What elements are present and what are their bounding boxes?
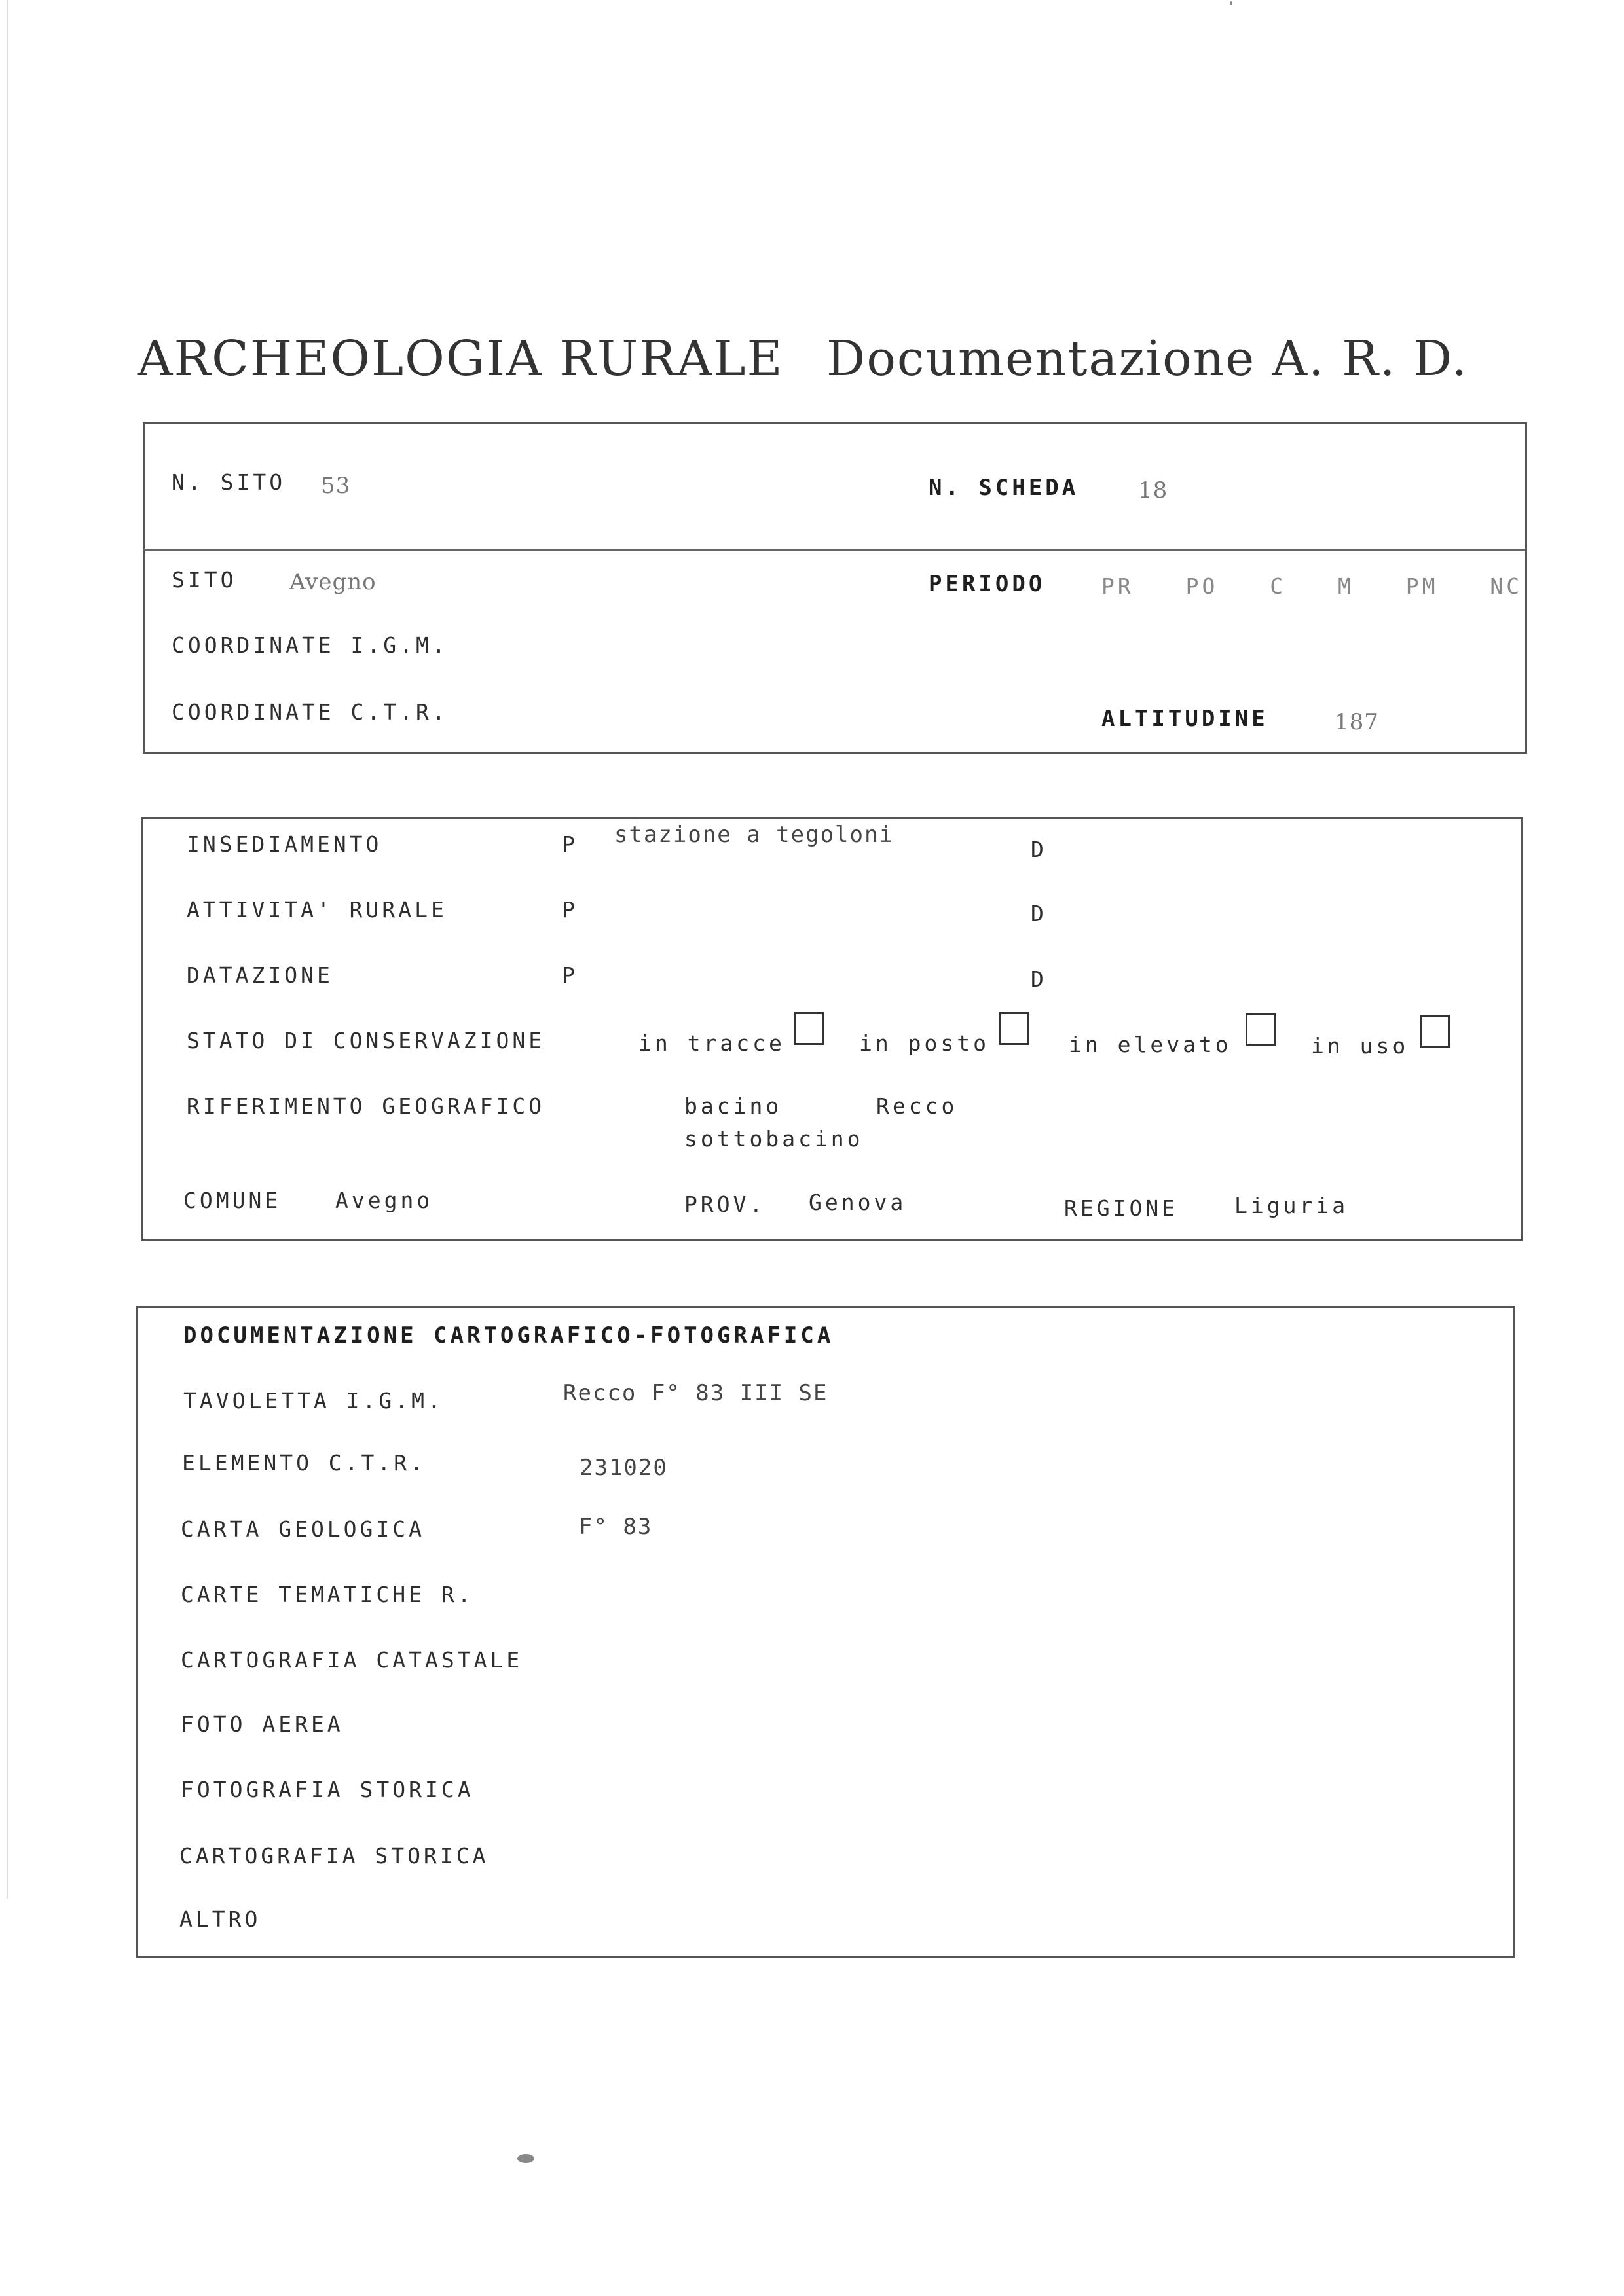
coordinate-igm-label: COORDINATE I.G.M. [172,632,449,658]
comune-label: COMUNE [183,1188,282,1213]
n-sito-value: 53 [321,473,351,499]
sottobacino-label: sottobacino [684,1126,864,1152]
title-archeologia-rurale: ARCHEOLOGIA RURALE [138,331,784,387]
datazione-p: P [562,962,578,988]
scan-speck [517,2154,534,2163]
datazione-d: D [1031,966,1047,992]
sito-label: SITO [172,567,237,592]
stato-in-posto-label: in posto [859,1030,989,1056]
carta-geologica-value: F° 83 [579,1514,653,1540]
altitudine-value: 187 [1335,709,1379,735]
insediamento-d: D [1031,837,1047,862]
prov-label: PROV. [684,1192,766,1217]
scan-speck [1230,1,1232,5]
periodo-option-po[interactable]: PO [1185,574,1219,599]
altitudine-label: ALTITUDINE [1101,706,1268,732]
coordinate-ctr-label: COORDINATE C.T.R. [172,699,449,725]
bacino-label: bacino [684,1093,783,1119]
tavoletta-igm-label: TAVOLETTA I.G.M. [183,1388,444,1413]
insediamento-label: INSEDIAMENTO [187,831,382,857]
sito-value: Avegno [289,569,377,595]
altro-label: ALTRO [179,1906,261,1932]
insediamento-p: P [562,831,578,857]
comune-value: Avegno [335,1188,434,1213]
stato-conservazione-label: STATO DI CONSERVAZIONE [187,1028,545,1053]
periodo-option-pm[interactable]: PM [1405,574,1439,599]
bacino-value: Recco [876,1093,958,1119]
periodo-label: PERIODO [929,571,1046,597]
carta-geologica-label: CARTA GEOLOGICA [181,1516,426,1542]
cartografia-catastale-label: CARTOGRAFIA CATASTALE [181,1647,523,1673]
stato-in-posto-checkbox[interactable] [999,1012,1029,1045]
elemento-ctr-label: ELEMENTO C.T.R. [182,1450,427,1476]
prov-value: Genova [809,1190,907,1215]
stato-in-uso-checkbox[interactable] [1420,1015,1450,1048]
attivita-p: P [562,897,578,922]
carte-tematiche-label: CARTE TEMATICHE R. [181,1582,474,1607]
n-sito-label: N. SITO [172,469,286,495]
regione-value: Liguria [1234,1193,1349,1218]
periodo-option-pr[interactable]: PR [1101,574,1134,599]
title-documentazione: Documentazione A. R. D. [826,331,1469,387]
n-scheda-label: N. SCHEDA [929,475,1079,501]
datazione-label: DATAZIONE [187,962,333,988]
stato-in-uso-label: in uso [1311,1033,1409,1059]
attivita-d: D [1031,901,1047,926]
elemento-ctr-value: 231020 [580,1455,668,1481]
insediamento-value: stazione a tegoloni [614,822,894,848]
regione-label: REGIONE [1064,1195,1179,1221]
periodo-options [1101,574,1558,599]
foto-aerea-label: FOTO AEREA [181,1711,344,1737]
stato-in-elevato-label: in elevato [1069,1032,1232,1057]
site-info-divider [143,549,1525,551]
periodo-option-m[interactable]: M [1338,574,1354,599]
n-scheda-value: 18 [1138,477,1168,503]
stato-in-tracce-label: in tracce [638,1030,785,1056]
fotografia-storica-label: FOTOGRAFIA STORICA [181,1777,474,1802]
tavoletta-igm-value: Recco F° 83 III SE [563,1380,828,1406]
riferimento-geografico-label: RIFERIMENTO GEOGRAFICO [187,1093,545,1119]
periodo-option-c[interactable]: C [1270,574,1287,599]
stato-in-elevato-checkbox[interactable] [1246,1013,1276,1046]
periodo-option-nc[interactable]: NC [1490,574,1523,599]
documentazione-heading: DOCUMENTAZIONE CARTOGRAFICO-FOTOGRAFICA [183,1322,834,1349]
cartografia-storica-label: CARTOGRAFIA STORICA [179,1843,489,1868]
attivita-rurale-label: ATTIVITA' RURALE [187,897,447,922]
stato-in-tracce-checkbox[interactable] [794,1012,824,1045]
scan-edge-line [7,0,8,1899]
